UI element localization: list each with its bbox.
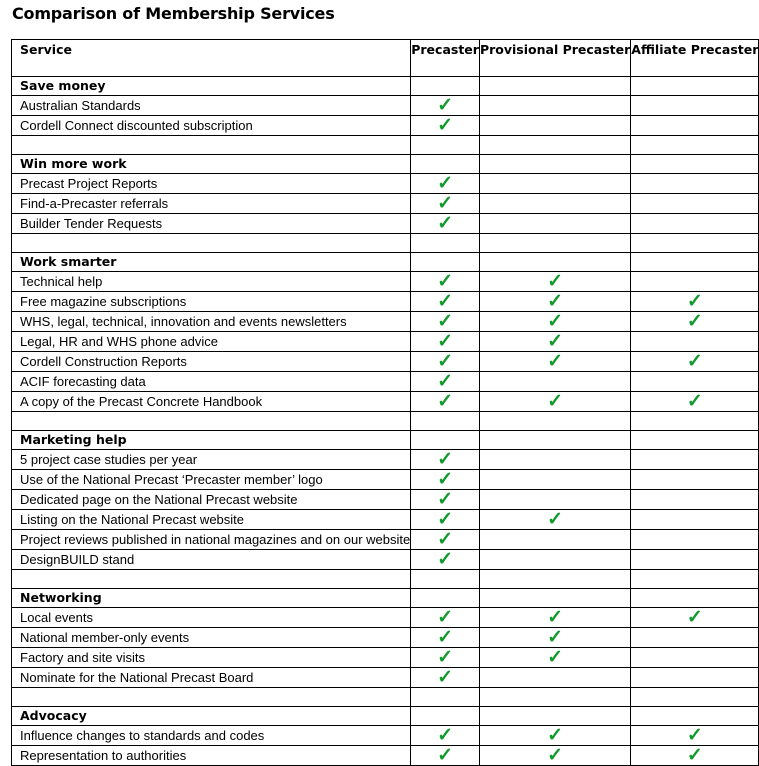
empty-cell [631, 412, 759, 431]
section-heading: Work smarter [12, 253, 411, 272]
provisional-cell [479, 530, 630, 550]
affiliate-cell [631, 746, 759, 766]
section-heading: Win more work [12, 155, 411, 174]
empty-cell [631, 431, 759, 450]
affiliate-cell [631, 550, 759, 570]
precaster-cell [411, 470, 480, 490]
precaster-cell [411, 352, 480, 372]
affiliate-cell [631, 490, 759, 510]
empty-cell [631, 707, 759, 726]
service-name: Find-a-Precaster referrals [12, 194, 411, 214]
checkmark-icon: ✓ [547, 391, 564, 412]
empty-cell [12, 412, 411, 431]
service-name: Cordell Construction Reports [12, 352, 411, 372]
empty-cell [479, 77, 630, 96]
empty-cell [411, 155, 480, 174]
affiliate-cell [631, 392, 759, 412]
empty-cell [411, 412, 480, 431]
empty-cell [479, 412, 630, 431]
checkmark-icon: ✓ [686, 745, 703, 766]
service-name: A copy of the Precast Concrete Handbook [12, 392, 411, 412]
checkmark-icon: ✓ [437, 95, 454, 116]
provisional-cell [479, 194, 630, 214]
checkmark-icon: ✓ [686, 607, 703, 628]
empty-cell [411, 253, 480, 272]
section-row [12, 431, 759, 450]
checkmark-icon: ✓ [547, 725, 564, 746]
empty-cell [479, 431, 630, 450]
section-row [12, 707, 759, 726]
section-heading: Marketing help [12, 431, 411, 450]
spacer-row [12, 688, 759, 707]
provisional-cell [479, 332, 630, 352]
provisional-cell [479, 312, 630, 332]
section-heading: Save money [12, 77, 411, 96]
empty-cell [631, 155, 759, 174]
affiliate-cell [631, 292, 759, 312]
service-name: Builder Tender Requests [12, 214, 411, 234]
empty-cell [631, 253, 759, 272]
spacer-row [12, 234, 759, 253]
precaster-cell [411, 292, 480, 312]
checkmark-icon: ✓ [437, 627, 454, 648]
service-name: Influence changes to standards and codes [12, 726, 411, 746]
checkmark-icon: ✓ [437, 449, 454, 470]
section-row [12, 589, 759, 608]
checkmark-icon: ✓ [437, 745, 454, 766]
checkmark-icon: ✓ [686, 311, 703, 332]
checkmark-icon: ✓ [437, 391, 454, 412]
precaster-cell [411, 194, 480, 214]
table-row [12, 116, 759, 136]
service-name: 5 project case studies per year [12, 450, 411, 470]
membership-comparison-table [11, 39, 759, 766]
service-name: Use of the National Precast ‘Precaster member’ logo [12, 470, 411, 490]
checkmark-icon: ✓ [437, 647, 454, 668]
spacer-row [12, 570, 759, 589]
precaster-cell [411, 450, 480, 470]
checkmark-icon: ✓ [437, 311, 454, 332]
affiliate-cell [631, 510, 759, 530]
precaster-cell [411, 668, 480, 688]
affiliate-cell [631, 530, 759, 550]
empty-cell [479, 570, 630, 589]
empty-cell [479, 707, 630, 726]
checkmark-icon: ✓ [437, 607, 454, 628]
provisional-cell [479, 648, 630, 668]
checkmark-icon: ✓ [686, 391, 703, 412]
precaster-cell [411, 372, 480, 392]
affiliate-cell [631, 726, 759, 746]
empty-cell [631, 688, 759, 707]
service-name: Listing on the National Precast website [12, 510, 411, 530]
affiliate-cell [631, 332, 759, 352]
table-row [12, 628, 759, 648]
checkmark-icon: ✓ [547, 647, 564, 668]
checkmark-icon: ✓ [437, 667, 454, 688]
checkmark-icon: ✓ [547, 331, 564, 352]
section-row [12, 77, 759, 96]
provisional-cell [479, 490, 630, 510]
checkmark-icon: ✓ [437, 549, 454, 570]
table-body [12, 77, 759, 766]
service-name: Free magazine subscriptions [12, 292, 411, 312]
precaster-cell [411, 608, 480, 628]
checkmark-icon: ✓ [437, 371, 454, 392]
checkmark-icon: ✓ [547, 311, 564, 332]
table-row [12, 530, 759, 550]
checkmark-icon: ✓ [437, 469, 454, 490]
spacer-row [12, 412, 759, 431]
empty-cell [12, 688, 411, 707]
service-name: Cordell Connect discounted subscription [12, 116, 411, 136]
checkmark-icon: ✓ [437, 331, 454, 352]
checkmark-icon: ✓ [547, 271, 564, 292]
provisional-cell [479, 746, 630, 766]
affiliate-cell [631, 96, 759, 116]
checkmark-icon: ✓ [437, 213, 454, 234]
provisional-cell [479, 668, 630, 688]
affiliate-cell [631, 272, 759, 292]
service-name: National member-only events [12, 628, 411, 648]
provisional-cell [479, 726, 630, 746]
table-row [12, 272, 759, 292]
table-row [12, 214, 759, 234]
checkmark-icon: ✓ [437, 115, 454, 136]
affiliate-cell [631, 174, 759, 194]
table-row [12, 510, 759, 530]
table-row [12, 332, 759, 352]
header-service: Service [12, 40, 411, 77]
empty-cell [411, 707, 480, 726]
section-row [12, 253, 759, 272]
precaster-cell [411, 550, 480, 570]
checkmark-icon: ✓ [437, 351, 454, 372]
empty-cell [479, 234, 630, 253]
empty-cell [411, 136, 480, 155]
provisional-cell [479, 352, 630, 372]
precaster-cell [411, 332, 480, 352]
affiliate-cell [631, 372, 759, 392]
checkmark-icon: ✓ [686, 291, 703, 312]
checkmark-icon: ✓ [547, 627, 564, 648]
table-row [12, 490, 759, 510]
checkmark-icon: ✓ [547, 291, 564, 312]
table-row [12, 668, 759, 688]
provisional-cell [479, 550, 630, 570]
empty-cell [411, 589, 480, 608]
table-row [12, 608, 759, 628]
precaster-cell [411, 510, 480, 530]
table-row [12, 96, 759, 116]
empty-cell [631, 234, 759, 253]
table-row [12, 392, 759, 412]
affiliate-cell [631, 608, 759, 628]
precaster-cell [411, 648, 480, 668]
table-header-row [12, 40, 759, 77]
empty-cell [631, 77, 759, 96]
affiliate-cell [631, 116, 759, 136]
empty-cell [631, 136, 759, 155]
checkmark-icon: ✓ [437, 509, 454, 530]
checkmark-icon: ✓ [437, 529, 454, 550]
provisional-cell [479, 214, 630, 234]
service-name: Local events [12, 608, 411, 628]
table-row [12, 648, 759, 668]
empty-cell [479, 136, 630, 155]
table-row [12, 174, 759, 194]
empty-cell [479, 589, 630, 608]
section-heading: Advocacy [12, 707, 411, 726]
provisional-cell [479, 510, 630, 530]
empty-cell [479, 688, 630, 707]
provisional-cell [479, 96, 630, 116]
affiliate-cell [631, 470, 759, 490]
empty-cell [411, 234, 480, 253]
service-name: Factory and site visits [12, 648, 411, 668]
empty-cell [411, 688, 480, 707]
precaster-cell [411, 214, 480, 234]
precaster-cell [411, 726, 480, 746]
table-row [12, 312, 759, 332]
header-affiliate-precaster: Affiliate Precaster [631, 40, 759, 77]
table-row [12, 372, 759, 392]
checkmark-icon: ✓ [686, 725, 703, 746]
checkmark-icon: ✓ [547, 351, 564, 372]
affiliate-cell [631, 450, 759, 470]
empty-cell [411, 431, 480, 450]
empty-cell [12, 136, 411, 155]
spacer-row [12, 136, 759, 155]
table-row [12, 194, 759, 214]
provisional-cell [479, 272, 630, 292]
provisional-cell [479, 470, 630, 490]
service-name: Australian Standards [12, 96, 411, 116]
section-row [12, 155, 759, 174]
affiliate-cell [631, 194, 759, 214]
affiliate-cell [631, 648, 759, 668]
checkmark-icon: ✓ [437, 725, 454, 746]
service-name: Representation to authorities [12, 746, 411, 766]
precaster-cell [411, 174, 480, 194]
empty-cell [631, 570, 759, 589]
empty-cell [411, 570, 480, 589]
precaster-cell [411, 530, 480, 550]
affiliate-cell [631, 214, 759, 234]
service-name: WHS, legal, technical, innovation and events newsletters [12, 312, 411, 332]
checkmark-icon: ✓ [547, 509, 564, 530]
empty-cell [411, 77, 480, 96]
affiliate-cell [631, 352, 759, 372]
service-name: Legal, HR and WHS phone advice [12, 332, 411, 352]
precaster-cell [411, 116, 480, 136]
checkmark-icon: ✓ [437, 271, 454, 292]
precaster-cell [411, 312, 480, 332]
empty-cell [12, 570, 411, 589]
affiliate-cell [631, 312, 759, 332]
checkmark-icon: ✓ [686, 351, 703, 372]
checkmark-icon: ✓ [547, 607, 564, 628]
service-name: DesignBUILD stand [12, 550, 411, 570]
provisional-cell [479, 450, 630, 470]
precaster-cell [411, 490, 480, 510]
checkmark-icon: ✓ [437, 193, 454, 214]
table-row [12, 450, 759, 470]
empty-cell [479, 155, 630, 174]
checkmark-icon: ✓ [437, 173, 454, 194]
provisional-cell [479, 392, 630, 412]
provisional-cell [479, 116, 630, 136]
table-row [12, 352, 759, 372]
table-row [12, 746, 759, 766]
section-heading: Networking [12, 589, 411, 608]
service-name: Project reviews published in national magazines and on our website [12, 530, 411, 550]
table-row [12, 726, 759, 746]
header-provisional-precaster: Provisional Precaster [479, 40, 630, 77]
table-row [12, 550, 759, 570]
page-title: Comparison of Membership Services [12, 4, 335, 23]
checkmark-icon: ✓ [437, 489, 454, 510]
service-name: Technical help [12, 272, 411, 292]
affiliate-cell [631, 668, 759, 688]
precaster-cell [411, 746, 480, 766]
service-name: Precast Project Reports [12, 174, 411, 194]
affiliate-cell [631, 628, 759, 648]
provisional-cell [479, 628, 630, 648]
precaster-cell [411, 96, 480, 116]
service-name: ACIF forecasting data [12, 372, 411, 392]
empty-cell [631, 589, 759, 608]
empty-cell [479, 253, 630, 272]
checkmark-icon: ✓ [547, 745, 564, 766]
provisional-cell [479, 292, 630, 312]
provisional-cell [479, 608, 630, 628]
table-row [12, 470, 759, 490]
empty-cell [12, 234, 411, 253]
precaster-cell [411, 272, 480, 292]
service-name: Dedicated page on the National Precast website [12, 490, 411, 510]
precaster-cell [411, 392, 480, 412]
header-precaster: Precaster [411, 40, 480, 77]
service-name: Nominate for the National Precast Board [12, 668, 411, 688]
provisional-cell [479, 174, 630, 194]
checkmark-icon: ✓ [437, 291, 454, 312]
provisional-cell [479, 372, 630, 392]
table-row [12, 292, 759, 312]
precaster-cell [411, 628, 480, 648]
